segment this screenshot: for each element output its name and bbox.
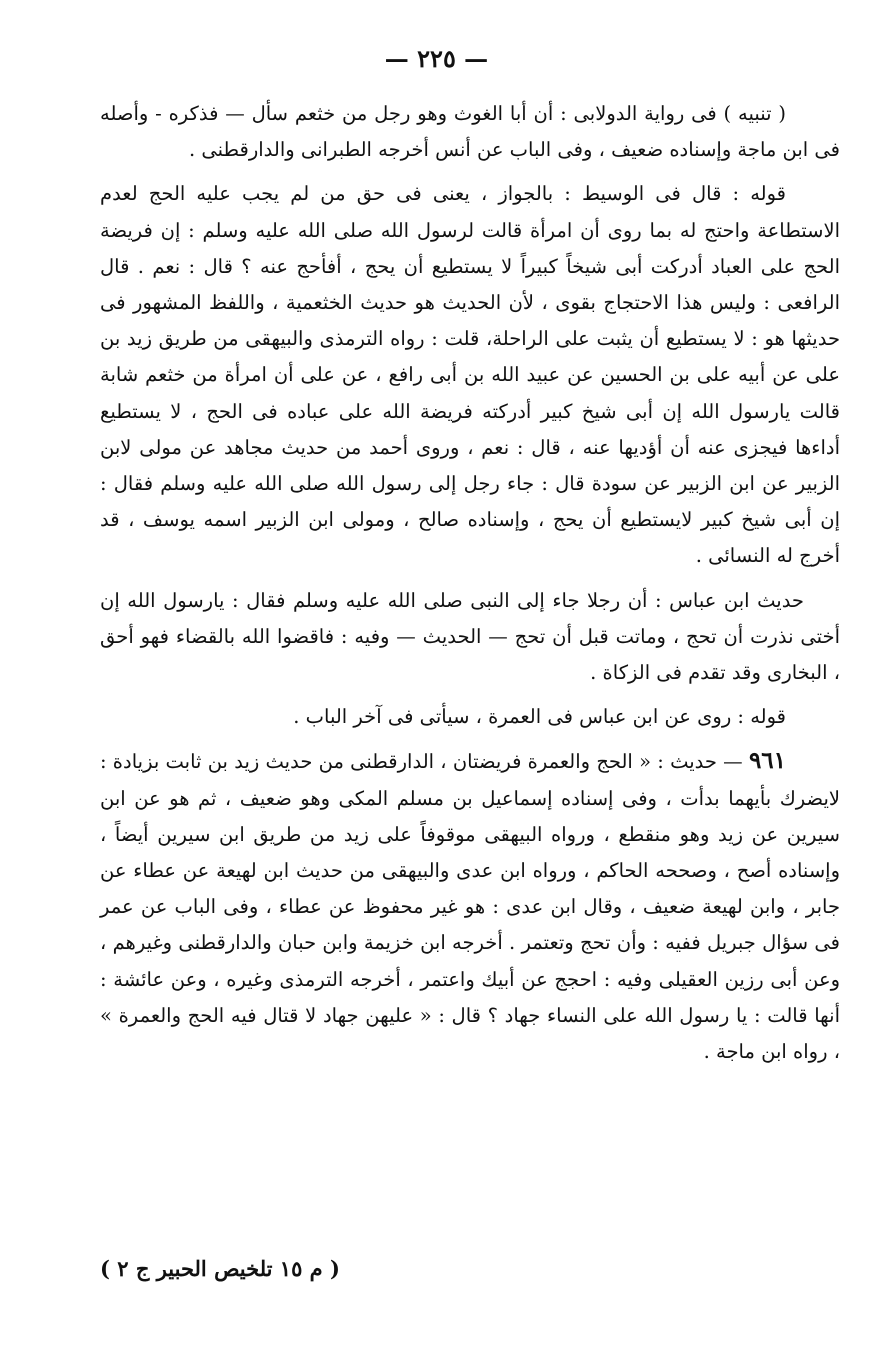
hadith-text: — حديث : « الحج والعمرة فريضتان ، الدارقطنى من حديث زيد بن ثابت بزيادة : لايضرك بأيهما بدأت ، وفى إسناده إسماعيل بن مسلم المكى وهو ضعيف ، ثم هو عن ابن سيرين عن زيد وهو منقطع ، ورواه البيهقى موقوفاً على زيد من طريق ابن سيرين أيضاً ، وإسناده أصح ، وصححه الحاكم ، ورواه ابن عدى والبيهقى من حديث ابن لهيعة عن عطاء عن جابر ، وابن لهيعة ضعيف ، وقال ابن عدى : هو غير محفوظ عن عطاء ، وفى الباب عن عمر فى سؤال جبريل ففيه : وأن تحج وتعتمر . أخرجه ابن خزيمة وابن حبان والدارقطنى وغيرهم ، وعن أبى رزين العقيلى وفيه : احجج عن أبيك واعتمر ، أخرجه الترمذى وغيره ، وعن عائشة : أنها قالت : يا رسول الله على النساء جهاد ؟ قال : « عليهن جهاد لا قتال فيه الحج والعمرة » ، رواه ابن ماجة . xyxy=(100,750,840,1064)
footer-signature: ( م ١٥ تلخيص الحبير ج ٢ ) xyxy=(100,1256,340,1281)
paragraph-umrah-note: قوله : روى عن ابن عباس فى العمرة ، سيأتى فى آخر الباب . xyxy=(293,705,786,729)
page-body xyxy=(100,96,840,1070)
page-number: — ٢٢٥ — xyxy=(384,44,489,73)
hadith-number: ٩٦١ xyxy=(748,747,786,775)
paragraph-wasit: قوله : قال فى الوسيط : بالجواز ، يعنى فى حق من لم يجب عليه الحج لعدم الاستطاعة واحتج له بما روى أن امرأة قالت لرسول الله صلى الله عليه وسلم : إن فريضة الحج على العباد أدركت أبى شيخاً كبيراً لا يستطيع أن يحج ، أفأحج عنه ؟ قال : نعم . قال الرافعى : وليس هذا الاحتجاج بقوى ، لأن الحديث هو حديث الخثعمية ، واللفظ المشهور فى حديثها هو : لا يستطيع أن يثبت على الراحلة، قلت : رواه الترمذى والبيهقى من طريق زيد بن على عن أبيه على بن الحسين عن عبيد الله بن أبى رافع ، عن على أن امرأة من خثعم شابة قالت يارسول الله إن أبى شيخ كبير أدركته فريضة الله على عباده فى الحج ، لا يستطيع أداءها فيجزى عنه أن أؤديها عنه ، قال : نعم ، وروى أحمد من حديث مجاهد عن مولى لابن الزبير عن ابن الزبير عن سودة قال : جاء رجل إلى رسول الله صلى الله عليه وسلم فقال : إن أبى شيخ كبير لايستطيع أن يحج ، وإسناده صالح ، ومولى ابن الزبير اسمه يوسف ، قد أخرج له النسائى . xyxy=(100,182,840,568)
paragraph-tanbih: ( تنبيه ) فى رواية الدولابى : أن أبا الغوث وهو رجل من خثعم سأل — فذكره - وأصله فى ابن ماجة وإسناده ضعيف ، وفى الباب عن أنس أخرجه الطبرانى والدارقطنى . xyxy=(100,102,840,162)
paragraph-ibn-abbas: حديث ابن عباس : أن رجلا جاء إلى النبى صلى الله عليه وسلم فقال : يارسول الله إن أختى نذرت أن تحج ، وماتت قبل أن تحج — الحديث — وفيه : فاقضوا الله بالقضاء فهو أحق ، البخارى وقد تقدم فى الزكاة . xyxy=(100,588,840,685)
hadith-entry xyxy=(100,743,840,1070)
